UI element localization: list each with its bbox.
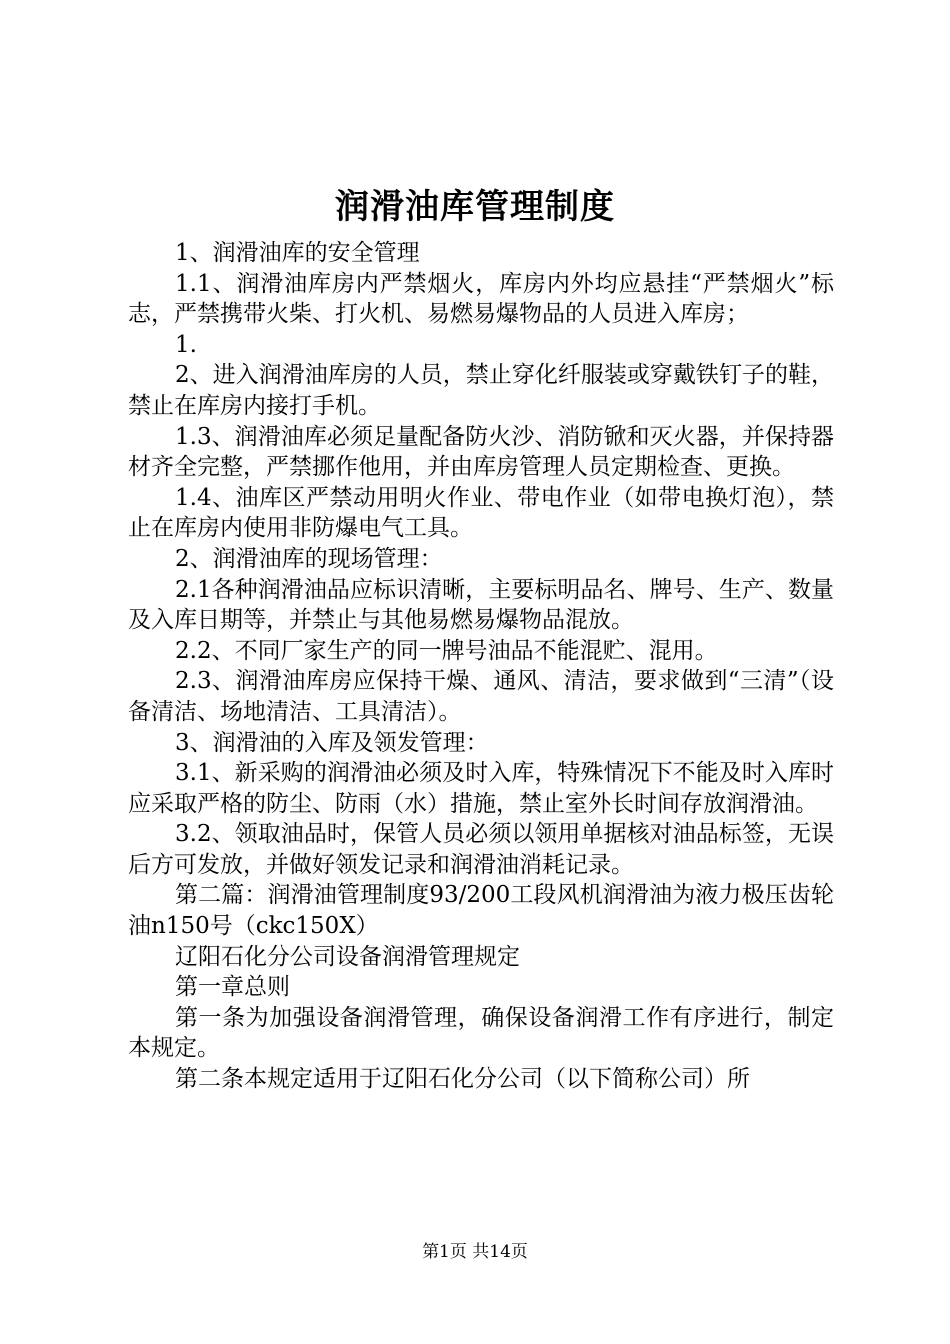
paragraph: 辽阳石化分公司设备润滑管理规定 <box>175 943 520 970</box>
paragraph: 2、润滑油库的现场管理： <box>175 545 443 572</box>
paragraph: 2.3、润滑油库房应保持干燥、通风、清洁，要求做到“三清”（设备清洁、场地清洁、工具清洁）。 <box>128 668 834 725</box>
paragraph: 2.2、不同厂家生产的同一牌号油品不能混贮、混用。 <box>175 637 718 664</box>
paragraph: 第一条为加强设备润滑管理，确保设备润滑工作有序进行，制定本规定。 <box>128 1004 834 1062</box>
paragraph: 2、进入润滑油库房的人员，禁止穿化纤服装或穿戴铁钉子的鞋，禁止在库房内接打手机。 <box>128 362 834 419</box>
paragraph: 1.1、润滑油库房内严禁烟火，库房内外均应悬挂“严禁烟火”标志，严禁携带火柴、打火机、易燃易爆物品的人员进入库房； <box>128 270 834 328</box>
paragraph: 第二条本规定适用于辽阳石化分公司（以下简称公司）所 <box>175 1066 750 1093</box>
paragraph: 3、润滑油的入库及领发管理： <box>175 729 489 756</box>
document-body <box>128 238 834 1095</box>
paragraph: 1. <box>175 331 197 358</box>
paragraph: 1.4、油库区严禁动用明火作业、带电作业（如带电换灯泡），禁止在库房内使用非防爆电气工具。 <box>128 484 834 542</box>
paragraph: 第一章总则 <box>175 974 290 1001</box>
page-footer: 第1页 共14页 <box>422 1242 528 1262</box>
document-title: 润滑油库管理制度 <box>335 187 615 227</box>
paragraph: 3.1、新采购的润滑油必须及时入库，特殊情况下不能及时入库时应采取严格的防尘、防雨（水）措施，禁止室外长时间存放润滑油。 <box>128 760 834 817</box>
paragraph: 第二篇：润滑油管理制度93/200工段风机润滑油为液力极压齿轮油n150号（ckc150X） <box>128 882 834 940</box>
paragraph: 1、润滑油库的安全管理 <box>175 240 420 266</box>
paragraph: 1.3、润滑油库必须足量配备防火沙、消防锨和灭火器，并保持器材齐全完整，严禁挪作他用，并由库房管理人员定期检查、更换。 <box>128 423 834 481</box>
paragraph: 2.1各种润滑油品应标识清晰，主要标明品名、牌号、生产、数量及入库日期等，并禁止与其他易燃易爆物品混放。 <box>128 576 834 634</box>
paragraph: 3.2、领取油品时，保管人员必须以领用单据核对油品标签，无误后方可发放，并做好领发记录和润滑油消耗记录。 <box>128 821 834 878</box>
